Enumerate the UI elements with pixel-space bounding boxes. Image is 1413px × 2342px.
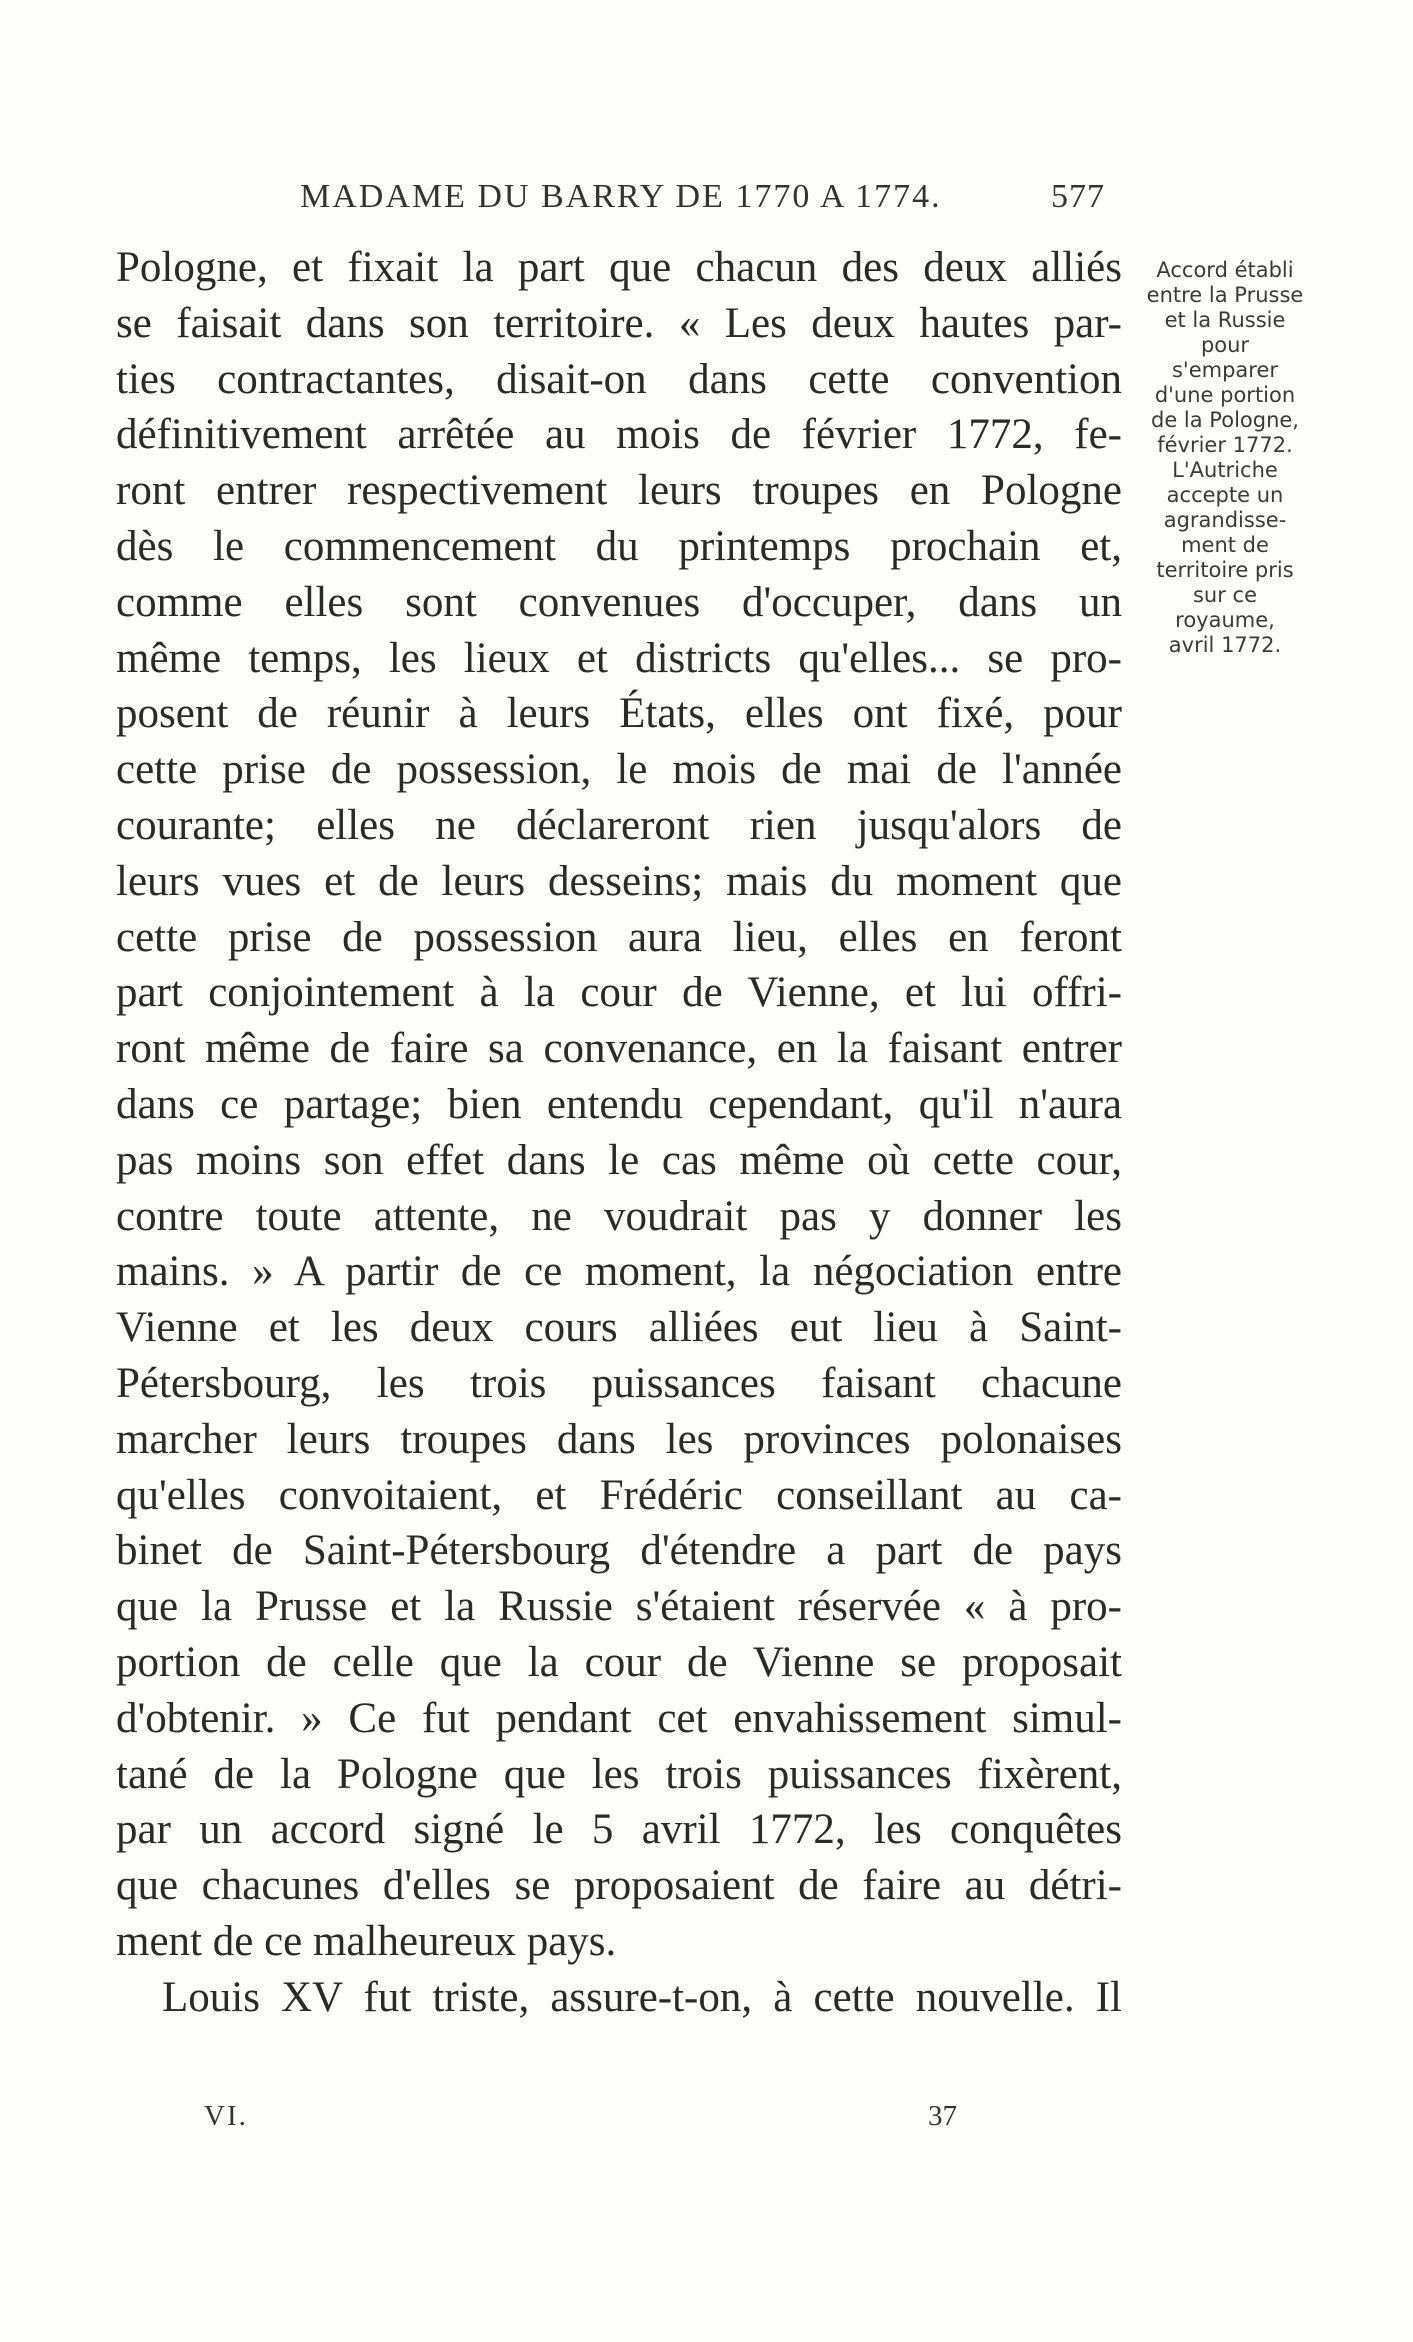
page-footer [204, 2100, 984, 2140]
page-number: 577 [1051, 178, 1105, 215]
margin-note-line: royaume, [1175, 608, 1275, 632]
text-line: courante; elles ne déclareront rien jusqu'alors de [116, 801, 1122, 849]
margin-note-line: Accord établi [1156, 258, 1294, 282]
margin-note-line: s'emparer [1171, 358, 1278, 382]
paragraph-start-line: Louis XV fut triste, assure-t-on, à cette nouvelle. Il [162, 1973, 1122, 2021]
margin-note-line: ment de [1181, 533, 1269, 557]
margin-note-line: pour [1200, 333, 1250, 357]
text-line: cette prise de possession aura lieu, elles en feront [116, 913, 1122, 961]
text-line: Vienne et les deux cours alliées eut lieu à Saint- [116, 1304, 1122, 1352]
margin-note-line: accepte un [1166, 483, 1284, 507]
text-line: se faisait dans son territoire. « Les deux hautes par- [116, 299, 1122, 347]
folio-number: 37 [928, 2100, 957, 2132]
text-line: dans ce partage; bien entendu cependant, qu'il n'aura [116, 1080, 1122, 1128]
text-line: ties contractantes, disait-on dans cette convention [116, 355, 1122, 403]
text-line: portion de celle que la cour de Vienne se proposait [116, 1638, 1122, 1686]
text-line: ront entrer respectivement leurs troupes en Pologne [116, 467, 1122, 515]
body-text [116, 240, 1122, 2026]
margin-note-line: sur ce [1192, 583, 1258, 607]
text-line: contre toute attente, ne voudrait pas y donner les [116, 1192, 1122, 1240]
text-line: comme elles sont convenues d'occuper, dans un [116, 578, 1122, 626]
text-line: qu'elles convoitaient, et Frédéric conseillant au ca- [116, 1471, 1122, 1519]
running-title: MADAME DU BARRY DE 1770 A 1774. [300, 178, 942, 215]
signature-mark: VI. [204, 2100, 248, 2132]
text-line: cette prise de possession, le mois de mai de l'année [116, 746, 1122, 794]
text-line: même temps, les lieux et districts qu'elles... se pro- [116, 634, 1122, 682]
text-line: dès le commencement du printemps prochain et, [116, 522, 1122, 570]
margin-note-line: entre la Prusse [1146, 283, 1304, 307]
text-line: définitivement arrêtée au mois de février 1772, fe- [116, 411, 1122, 459]
margin-note-line: février 1772. [1157, 433, 1293, 457]
text-line: pas moins son effet dans le cas même où cette cour, [116, 1136, 1122, 1184]
margin-note-line: territoire pris [1156, 558, 1294, 582]
margin-note-line: de la Pologne, [1151, 408, 1299, 432]
text-line: Pologne, et fixait la part que chacun des deux alliés [116, 244, 1122, 291]
margin-note-line: d'une portion [1154, 383, 1296, 407]
text-line: d'obtenir. » Ce fut pendant cet envahissement simul- [116, 1694, 1122, 1742]
text-line: leurs vues et de leurs desseins; mais du moment que [116, 857, 1122, 905]
paragraph-end-line: ment de ce malheureux pays. [116, 1917, 617, 1965]
text-line: binet de Saint-Pétersbourg d'étendre a part de pays [116, 1527, 1122, 1575]
running-head [300, 178, 1105, 222]
margin-note [1130, 258, 1320, 658]
margin-note-line: avril 1772. [1168, 633, 1282, 657]
margin-note-line: et la Russie [1164, 308, 1286, 332]
text-line: mains. » A partir de ce moment, la négociation entre [116, 1248, 1122, 1296]
text-line: part conjointement à la cour de Vienne, et lui offri- [116, 969, 1122, 1017]
text-line: marcher leurs troupes dans les provinces polonaises [116, 1415, 1122, 1463]
text-line: ront même de faire sa convenance, en la faisant entrer [116, 1025, 1122, 1073]
text-line: Pétersbourg, les trois puissances faisant chacune [116, 1359, 1122, 1407]
margin-note-line: agrandisse- [1163, 508, 1287, 532]
text-line: par un accord signé le 5 avril 1772, les conquêtes [116, 1806, 1122, 1854]
text-line: que chacunes d'elles se proposaient de faire au détri- [116, 1862, 1122, 1910]
margin-note-line: L'Autriche [1172, 458, 1278, 482]
text-line: que la Prusse et la Russie s'étaient réservée « à pro- [116, 1583, 1122, 1631]
text-line: tané de la Pologne que les trois puissances fixèrent, [116, 1750, 1122, 1798]
text-line: posent de réunir à leurs États, elles ont fixé, pour [116, 690, 1122, 738]
